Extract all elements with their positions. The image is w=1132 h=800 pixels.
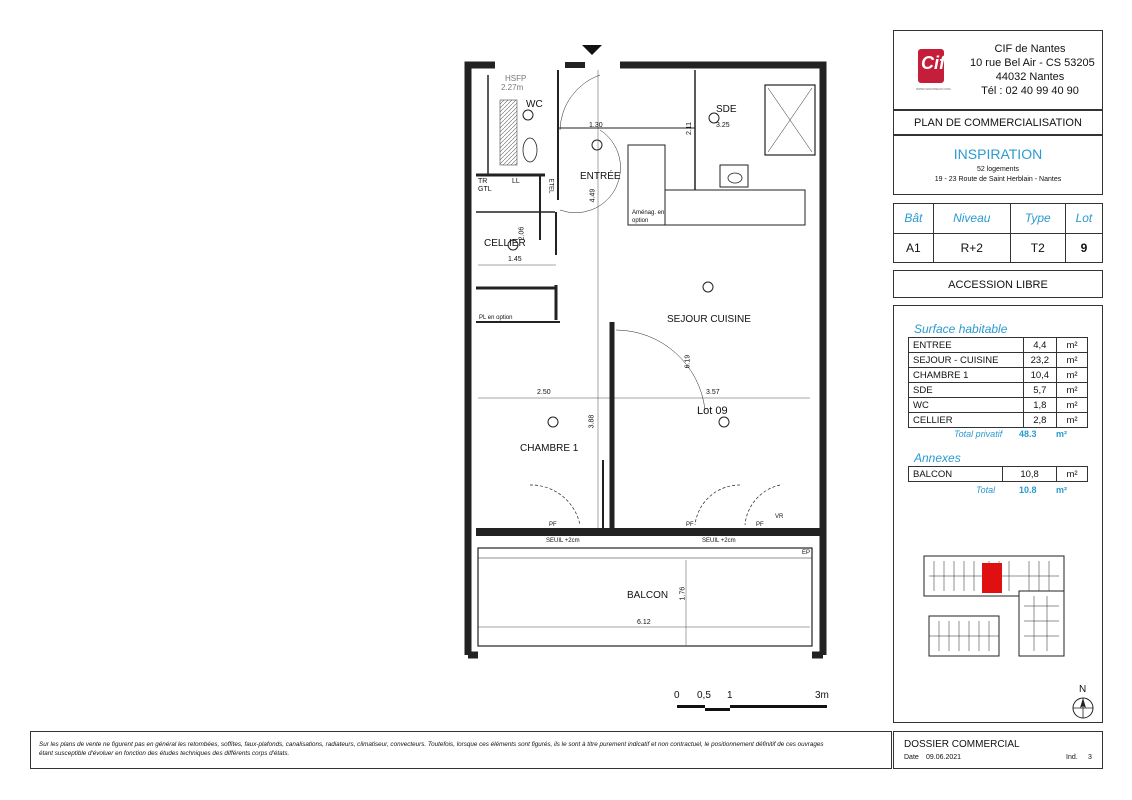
surface-room: CELLIER: [909, 413, 1024, 428]
surface-value: 5,7: [1023, 383, 1056, 398]
company-name: CIF de Nantes: [994, 43, 1066, 55]
gtl-label: GTL: [478, 186, 492, 193]
surface-value: 1,8: [1023, 398, 1056, 413]
ll-label: LL: [512, 178, 520, 185]
surface-room: CHAMBRE 1: [909, 368, 1024, 383]
header-type: Type: [1010, 204, 1065, 233]
surface-unit: m²: [1057, 353, 1088, 368]
dim-206: 2.06: [518, 226, 526, 241]
value-niveau: R+2: [933, 233, 1010, 262]
dossier-box: [893, 731, 1103, 769]
ind-label: Ind.: [1066, 754, 1078, 761]
surface-unit: m²: [1057, 368, 1088, 383]
surface-unit: m²: [1057, 338, 1088, 353]
kitchen-option-2: option: [632, 218, 649, 224]
room-sde: SDE: [716, 104, 737, 115]
header-lot: Lot: [1065, 204, 1102, 233]
header-bat: Bât: [894, 204, 933, 233]
tr-label: TR: [478, 178, 488, 185]
building-key-plan: [919, 551, 1069, 661]
annexes-total-value: 10.8: [1019, 485, 1037, 495]
north-arrow-icon: [1071, 696, 1095, 720]
lot-highlight: [982, 563, 1002, 593]
surface-value: 4,4: [1023, 338, 1056, 353]
total-privatif-value: 48.3: [1019, 429, 1037, 439]
dim-612: 6.12: [637, 619, 651, 626]
surface-value: 23,2: [1023, 353, 1056, 368]
surfaces-box: [893, 305, 1103, 723]
north-label: N: [1079, 684, 1087, 695]
surface-row: [909, 353, 1088, 368]
surface-row: [909, 338, 1088, 353]
surfaces-table: [908, 337, 1088, 428]
surface-room: BALCON: [909, 467, 1003, 482]
surface-unit: m²: [1057, 467, 1088, 482]
pl-option: PL en option: [479, 315, 513, 321]
annexes-table: [908, 466, 1088, 482]
dim-130: 1.30: [589, 122, 603, 129]
project-address: 19 - 23 Route de Saint Herblain - Nantes: [934, 176, 1062, 183]
annexes-total-label: Total: [976, 485, 996, 495]
surface-row: [909, 467, 1088, 482]
dim-357: 3.57: [706, 389, 720, 396]
pf-label-2: PF: [686, 522, 694, 528]
scale-3m: 3m: [815, 690, 829, 701]
company-header: [893, 30, 1103, 110]
annexes-title: Annexes: [914, 451, 961, 465]
dim-211: 2.11: [686, 121, 694, 136]
vr-label: VR: [775, 514, 784, 520]
value-type: T2: [1010, 233, 1065, 262]
room-wc: WC: [526, 99, 543, 110]
surface-value: 2,8: [1023, 413, 1056, 428]
annexes-total-unit: m²: [1056, 485, 1067, 495]
room-cellier: CELLIER: [484, 238, 526, 249]
dim-250: 2.50: [537, 389, 551, 396]
date-value: 09.06.2021: [926, 754, 962, 761]
project-name: INSPIRATION: [953, 146, 1043, 162]
surface-room: ENTREE: [909, 338, 1024, 353]
disclaimer-line-1: Sur les plans de vente ne figurent pas en général les retombées, soffites, faux-plafonds, canalisations, radiateurs, climatiseur, convecteurs. Toutefois, lorsque ces éléments sont figurés, ils le sont à titre purement indicatif et non contractuel, le positionnement définitif de ces ouvrages: [39, 741, 824, 748]
disclaimer-line-2: étant susceptible d'évoluer en fonction des études techniques des différents corps d'états.: [39, 750, 290, 757]
dim-145: 1.45: [508, 256, 522, 263]
company-address-2: 44032 Nantes: [995, 71, 1065, 83]
scale-1: 1: [727, 690, 733, 701]
seuil-1: SEUIL +2cm: [546, 538, 580, 544]
total-privatif-unit: m²: [1056, 429, 1067, 439]
surface-room: SEJOUR - CUISINE: [909, 353, 1024, 368]
surface-row: [909, 368, 1088, 383]
hsfp-height: 2.27m: [501, 83, 524, 92]
surface-value: 10,4: [1023, 368, 1056, 383]
company-logo: Cif WWW.GROUPECIF.COM: [916, 47, 956, 87]
header-niveau: Niveau: [933, 204, 1010, 233]
surface-row: [909, 413, 1088, 428]
pf-label-1: PF: [549, 522, 557, 528]
lot-info-table: [893, 203, 1103, 263]
project-box: [893, 135, 1103, 195]
dim-449: 4.49: [589, 188, 597, 203]
surface-unit: m²: [1057, 398, 1088, 413]
etel-label: ETEL: [547, 178, 554, 194]
surface-row: [909, 383, 1088, 398]
date-label: Date: [904, 754, 919, 761]
surface-room: WC: [909, 398, 1024, 413]
value-lot: 9: [1080, 240, 1088, 255]
hsfp-label: HSFP: [505, 74, 527, 83]
scale-0: 0: [674, 690, 680, 701]
lot-label: Lot 09: [697, 405, 728, 417]
seuil-2: SEUIL +2cm: [702, 538, 736, 544]
disclaimer-box: [30, 731, 892, 769]
dim-619: 6.19: [684, 354, 692, 369]
surface-room: SDE: [909, 383, 1024, 398]
sale-type-box: [893, 270, 1103, 298]
floor-plan: [460, 40, 835, 665]
kitchen-option-1: Aménag. en: [632, 210, 665, 216]
surface-value: 10,8: [1003, 467, 1057, 482]
plan-type-box: [893, 110, 1103, 135]
dim-388: 3.88: [588, 414, 596, 429]
room-chambre: CHAMBRE 1: [520, 443, 579, 454]
room-sejour: SEJOUR CUISINE: [667, 314, 751, 325]
scale-05: 0,5: [697, 690, 711, 701]
sale-type: ACCESSION LIBRE: [948, 279, 1048, 291]
value-bat: A1: [894, 233, 933, 262]
pf-label-3: PF: [756, 522, 764, 528]
company-address-1: 10 rue Bel Air - CS 53205: [970, 57, 1095, 69]
room-balcon: BALCON: [627, 590, 669, 601]
company-phone: Tél : 02 40 99 40 90: [981, 85, 1079, 97]
project-units: 52 logements: [976, 166, 1020, 173]
surface-unit: m²: [1057, 413, 1088, 428]
room-entree: ENTRÉE: [580, 171, 621, 182]
surface-unit: m²: [1057, 383, 1088, 398]
plan-type: PLAN DE COMMERCIALISATION: [914, 117, 1082, 129]
total-privatif-label: Total privatif: [954, 429, 1003, 439]
dossier-title: DOSSIER COMMERCIAL: [904, 739, 1020, 750]
dim-176: 1.76: [679, 586, 687, 601]
ep-label: EP: [802, 550, 811, 556]
ind-value: 3: [1088, 754, 1092, 761]
surface-row: [909, 398, 1088, 413]
dim-325: 3.25: [716, 122, 730, 129]
surfaces-title: Surface habitable: [914, 322, 1008, 336]
